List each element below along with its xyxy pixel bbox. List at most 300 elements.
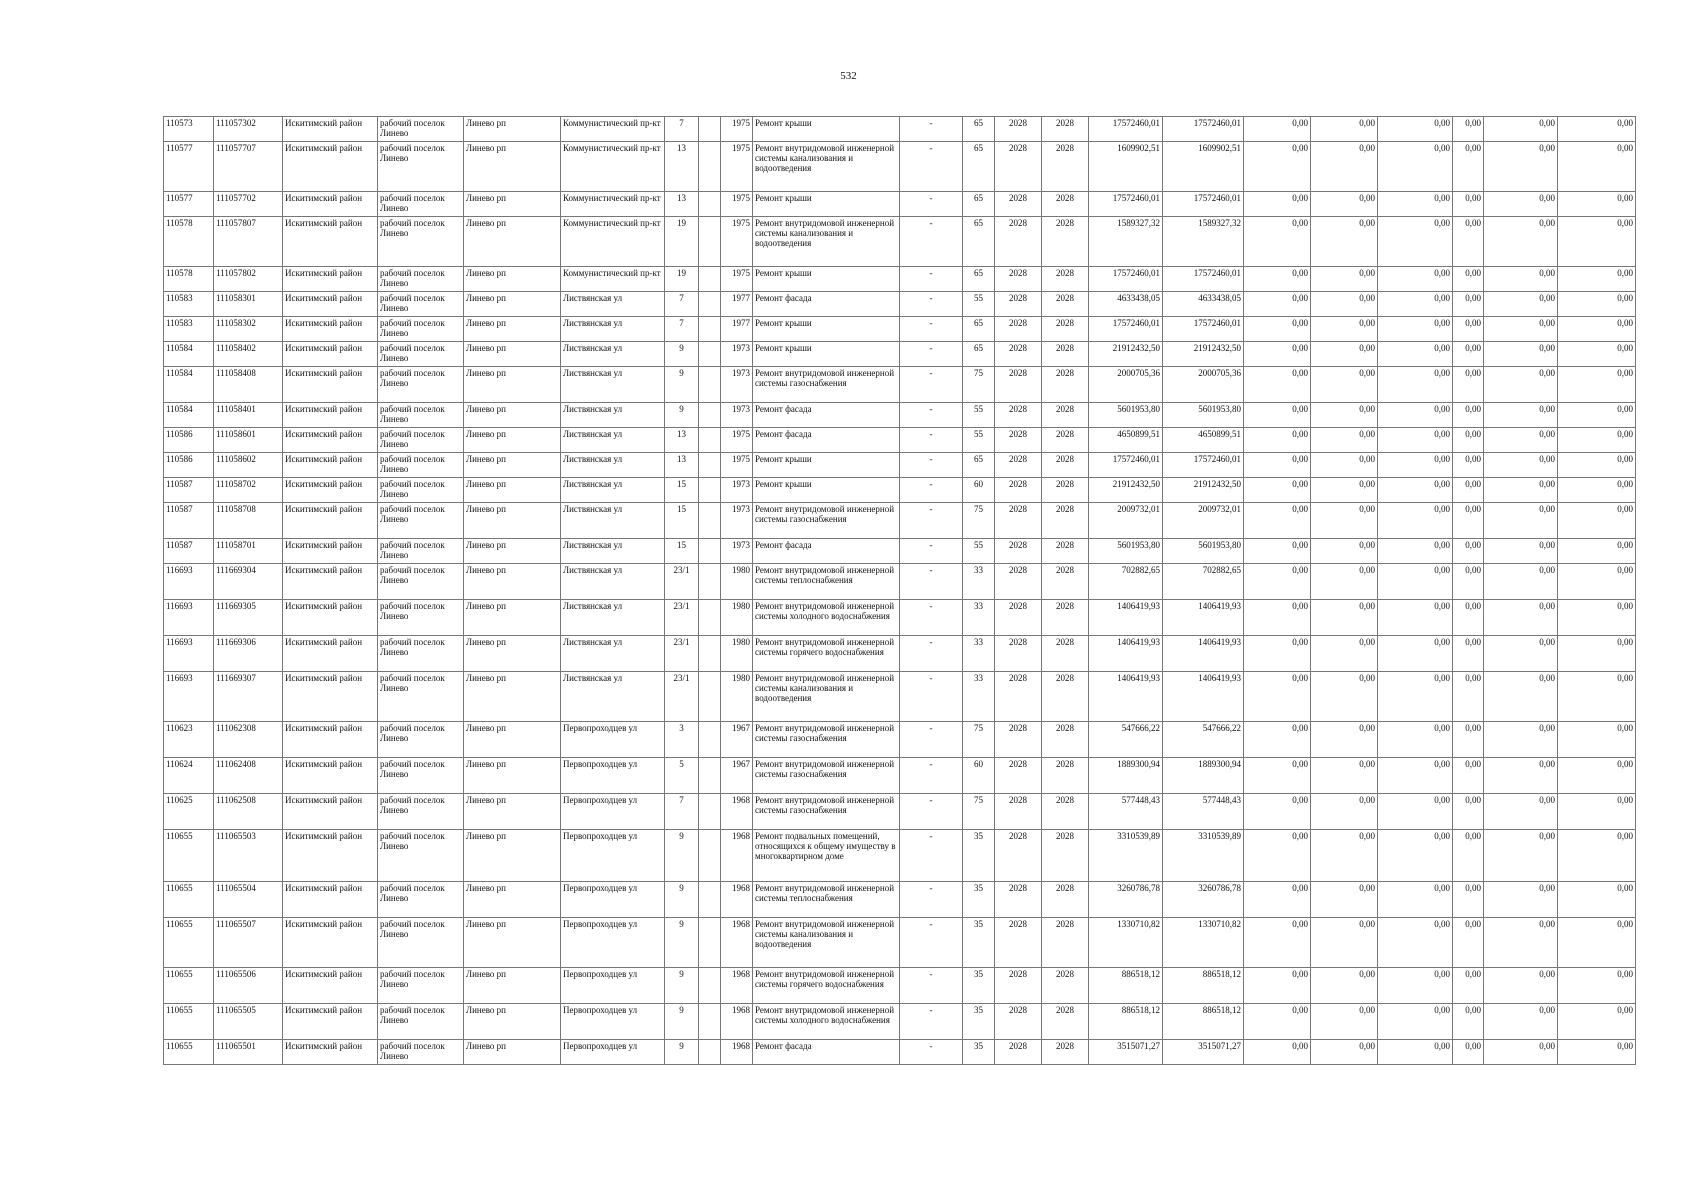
cell-district: Искитимский район (283, 453, 378, 478)
cell-work: Ремонт фасада (753, 539, 900, 564)
cell-code: 111669306 (214, 636, 283, 672)
cell-f5: 0,00 (1484, 636, 1558, 672)
cell-house: 7 (665, 317, 699, 342)
cell-percent: 35 (963, 968, 995, 1004)
cell-cost-fund: 577448,43 (1163, 794, 1244, 830)
cell-f4: 0,00 (1453, 478, 1484, 503)
cell-block (699, 918, 721, 968)
cell-f3: 0,00 (1378, 758, 1453, 794)
cell-district: Искитимский район (283, 636, 378, 672)
cell-id: 110586 (164, 428, 214, 453)
cell-district: Искитимский район (283, 317, 378, 342)
cell-f2: 0,00 (1311, 117, 1378, 142)
cell-f4: 0,00 (1453, 117, 1484, 142)
cell-f4: 0,00 (1453, 217, 1484, 267)
table-row (164, 539, 1636, 564)
cell-id: 110578 (164, 217, 214, 267)
cell-f1: 0,00 (1244, 317, 1311, 342)
cell-plan-to: 2028 (1042, 968, 1089, 1004)
cell-cost-fund: 21912432,50 (1163, 478, 1244, 503)
cell-locality: Линево рп (464, 478, 561, 503)
cell-house: 7 (665, 117, 699, 142)
table-row (164, 403, 1636, 428)
cell-f6: 0,00 (1558, 672, 1636, 722)
cell-plan-to: 2028 (1042, 1040, 1089, 1065)
cell-f3: 0,00 (1378, 292, 1453, 317)
cell-plan-from: 2028 (995, 600, 1042, 636)
cell-year: 1968 (721, 830, 753, 882)
cell-f1: 0,00 (1244, 453, 1311, 478)
cell-mark: - (900, 600, 963, 636)
cell-f2: 0,00 (1311, 968, 1378, 1004)
cell-f4: 0,00 (1453, 292, 1484, 317)
cell-percent: 35 (963, 1004, 995, 1040)
cell-code: 111057702 (214, 192, 283, 217)
cell-code: 111065505 (214, 1004, 283, 1040)
cell-work: Ремонт крыши (753, 342, 900, 367)
cell-f3: 0,00 (1378, 830, 1453, 882)
cell-f1: 0,00 (1244, 968, 1311, 1004)
cell-f1: 0,00 (1244, 292, 1311, 317)
cell-f2: 0,00 (1311, 882, 1378, 918)
cell-plan-to: 2028 (1042, 539, 1089, 564)
cell-district: Искитимский район (283, 1040, 378, 1065)
cell-code: 111058601 (214, 428, 283, 453)
cell-work: Ремонт подвальных помещений, относящихся к общему имуществу в многоквартирном доме (753, 830, 900, 882)
cell-mark: - (900, 882, 963, 918)
cell-work: Ремонт крыши (753, 317, 900, 342)
cell-cost-total: 17572460,01 (1089, 192, 1163, 217)
cell-locality: Линево рп (464, 403, 561, 428)
cell-id: 110578 (164, 267, 214, 292)
cell-f5: 0,00 (1484, 478, 1558, 503)
cell-percent: 60 (963, 758, 995, 794)
cell-f6: 0,00 (1558, 882, 1636, 918)
cell-f1: 0,00 (1244, 672, 1311, 722)
cell-street: Первопроходцев ул (561, 794, 665, 830)
cell-year: 1977 (721, 292, 753, 317)
cell-work: Ремонт внутридомовой инженерной системы теплоснабжения (753, 882, 900, 918)
cell-house: 9 (665, 830, 699, 882)
cell-plan-from: 2028 (995, 403, 1042, 428)
cell-f3: 0,00 (1378, 503, 1453, 539)
cell-f5: 0,00 (1484, 142, 1558, 192)
cell-mark: - (900, 217, 963, 267)
cell-plan-to: 2028 (1042, 217, 1089, 267)
cell-plan-to: 2028 (1042, 403, 1089, 428)
cell-code: 111058408 (214, 367, 283, 403)
cell-plan-from: 2028 (995, 503, 1042, 539)
cell-block (699, 600, 721, 636)
cell-block (699, 217, 721, 267)
cell-plan-from: 2028 (995, 478, 1042, 503)
cell-f4: 0,00 (1453, 758, 1484, 794)
cell-district: Искитимский район (283, 267, 378, 292)
cell-f2: 0,00 (1311, 830, 1378, 882)
cell-f3: 0,00 (1378, 636, 1453, 672)
cell-settlement: рабочий поселок Линево (378, 1040, 464, 1065)
cell-f3: 0,00 (1378, 794, 1453, 830)
cell-id: 110655 (164, 918, 214, 968)
cell-f2: 0,00 (1311, 192, 1378, 217)
cell-id: 110655 (164, 882, 214, 918)
cell-f6: 0,00 (1558, 968, 1636, 1004)
cell-f2: 0,00 (1311, 453, 1378, 478)
cell-block (699, 722, 721, 758)
cell-block (699, 117, 721, 142)
cell-block (699, 292, 721, 317)
table-row (164, 1004, 1636, 1040)
cell-cost-total: 21912432,50 (1089, 478, 1163, 503)
cell-district: Искитимский район (283, 672, 378, 722)
cell-percent: 65 (963, 217, 995, 267)
cell-work: Ремонт крыши (753, 192, 900, 217)
cell-year: 1980 (721, 564, 753, 600)
cell-mark: - (900, 918, 963, 968)
cell-district: Искитимский район (283, 292, 378, 317)
cell-cost-fund: 3515071,27 (1163, 1040, 1244, 1065)
cell-f1: 0,00 (1244, 428, 1311, 453)
cell-percent: 60 (963, 478, 995, 503)
cell-f2: 0,00 (1311, 142, 1378, 192)
cell-f6: 0,00 (1558, 1004, 1636, 1040)
cell-street: Листвянская ул (561, 503, 665, 539)
cell-percent: 65 (963, 117, 995, 142)
cell-settlement: рабочий поселок Линево (378, 428, 464, 453)
cell-f6: 0,00 (1558, 794, 1636, 830)
cell-settlement: рабочий поселок Линево (378, 217, 464, 267)
cell-f2: 0,00 (1311, 794, 1378, 830)
cell-f5: 0,00 (1484, 292, 1558, 317)
cell-block (699, 192, 721, 217)
cell-district: Искитимский район (283, 367, 378, 403)
cell-plan-from: 2028 (995, 564, 1042, 600)
cell-f6: 0,00 (1558, 830, 1636, 882)
cell-code: 111057802 (214, 267, 283, 292)
cell-plan-from: 2028 (995, 672, 1042, 722)
cell-f3: 0,00 (1378, 142, 1453, 192)
cell-house: 3 (665, 722, 699, 758)
cell-house: 9 (665, 882, 699, 918)
cell-f2: 0,00 (1311, 403, 1378, 428)
cell-settlement: рабочий поселок Линево (378, 192, 464, 217)
cell-f3: 0,00 (1378, 403, 1453, 428)
cell-work: Ремонт внутридомовой инженерной системы холодного водоснабжения (753, 600, 900, 636)
cell-block (699, 367, 721, 403)
page-number: 532 (840, 70, 857, 82)
cell-f5: 0,00 (1484, 503, 1558, 539)
cell-id: 116693 (164, 564, 214, 600)
cell-year: 1975 (721, 217, 753, 267)
cell-f1: 0,00 (1244, 600, 1311, 636)
cell-percent: 55 (963, 292, 995, 317)
cell-f4: 0,00 (1453, 830, 1484, 882)
cell-house: 13 (665, 428, 699, 453)
cell-house: 13 (665, 192, 699, 217)
cell-f3: 0,00 (1378, 600, 1453, 636)
cell-plan-to: 2028 (1042, 564, 1089, 600)
cell-code: 111669307 (214, 672, 283, 722)
cell-id: 110584 (164, 367, 214, 403)
cell-street: Листвянская ул (561, 367, 665, 403)
cell-mark: - (900, 1004, 963, 1040)
cell-plan-from: 2028 (995, 142, 1042, 192)
cell-block (699, 267, 721, 292)
cell-percent: 65 (963, 267, 995, 292)
cell-cost-fund: 1889300,94 (1163, 758, 1244, 794)
cell-work: Ремонт фасада (753, 428, 900, 453)
cell-district: Искитимский район (283, 600, 378, 636)
cell-code: 111065507 (214, 918, 283, 968)
cell-locality: Линево рп (464, 503, 561, 539)
cell-f6: 0,00 (1558, 292, 1636, 317)
cell-district: Искитимский район (283, 117, 378, 142)
cell-locality: Линево рп (464, 292, 561, 317)
cell-block (699, 539, 721, 564)
cell-f5: 0,00 (1484, 672, 1558, 722)
cell-street: Коммунистический пр-кт (561, 267, 665, 292)
cell-f1: 0,00 (1244, 142, 1311, 192)
cell-settlement: рабочий поселок Линево (378, 882, 464, 918)
cell-cost-fund: 3260786,78 (1163, 882, 1244, 918)
cell-id: 110584 (164, 342, 214, 367)
cell-street: Первопроходцев ул (561, 882, 665, 918)
cell-code: 111058402 (214, 342, 283, 367)
cell-street: Листвянская ул (561, 342, 665, 367)
cell-f1: 0,00 (1244, 478, 1311, 503)
cell-plan-to: 2028 (1042, 342, 1089, 367)
table-row (164, 428, 1636, 453)
cell-mark: - (900, 539, 963, 564)
cell-cost-fund: 886518,12 (1163, 968, 1244, 1004)
cell-mark: - (900, 672, 963, 722)
cell-cost-total: 4633438,05 (1089, 292, 1163, 317)
cell-district: Искитимский район (283, 722, 378, 758)
cell-plan-to: 2028 (1042, 1004, 1089, 1040)
cell-settlement: рабочий поселок Линево (378, 117, 464, 142)
cell-plan-from: 2028 (995, 317, 1042, 342)
cell-work: Ремонт внутридомовой инженерной системы горячего водоснабжения (753, 636, 900, 672)
table-body (164, 117, 1636, 1065)
cell-id: 110583 (164, 292, 214, 317)
cell-work: Ремонт фасада (753, 292, 900, 317)
cell-year: 1975 (721, 142, 753, 192)
cell-percent: 75 (963, 794, 995, 830)
cell-district: Искитимский район (283, 217, 378, 267)
cell-block (699, 794, 721, 830)
cell-cost-fund: 547666,22 (1163, 722, 1244, 758)
cell-district: Искитимский район (283, 428, 378, 453)
table-row (164, 342, 1636, 367)
cell-cost-total: 577448,43 (1089, 794, 1163, 830)
cell-cost-fund: 1406419,93 (1163, 672, 1244, 722)
cell-plan-to: 2028 (1042, 453, 1089, 478)
cell-f3: 0,00 (1378, 1040, 1453, 1065)
table-row (164, 1040, 1636, 1065)
cell-locality: Линево рп (464, 1004, 561, 1040)
cell-f4: 0,00 (1453, 1004, 1484, 1040)
cell-code: 111062508 (214, 794, 283, 830)
cell-cost-fund: 17572460,01 (1163, 192, 1244, 217)
cell-work: Ремонт внутридомовой инженерной системы канализования и водоотведения (753, 918, 900, 968)
cell-plan-from: 2028 (995, 217, 1042, 267)
cell-settlement: рабочий поселок Линево (378, 142, 464, 192)
cell-block (699, 1004, 721, 1040)
cell-house: 9 (665, 968, 699, 1004)
cell-f5: 0,00 (1484, 217, 1558, 267)
cell-block (699, 968, 721, 1004)
cell-plan-to: 2028 (1042, 117, 1089, 142)
cell-locality: Линево рп (464, 722, 561, 758)
cell-id: 110573 (164, 117, 214, 142)
cell-year: 1968 (721, 1004, 753, 1040)
cell-id: 110587 (164, 539, 214, 564)
cell-plan-from: 2028 (995, 882, 1042, 918)
cell-code: 111058702 (214, 478, 283, 503)
cell-f2: 0,00 (1311, 539, 1378, 564)
cell-plan-from: 2028 (995, 968, 1042, 1004)
cell-f6: 0,00 (1558, 564, 1636, 600)
cell-f5: 0,00 (1484, 428, 1558, 453)
cell-f3: 0,00 (1378, 267, 1453, 292)
cell-year: 1973 (721, 403, 753, 428)
cell-f4: 0,00 (1453, 564, 1484, 600)
cell-block (699, 830, 721, 882)
cell-percent: 33 (963, 600, 995, 636)
cell-f1: 0,00 (1244, 367, 1311, 403)
cell-mark: - (900, 453, 963, 478)
cell-locality: Линево рп (464, 142, 561, 192)
cell-plan-to: 2028 (1042, 918, 1089, 968)
cell-district: Искитимский район (283, 918, 378, 968)
cell-year: 1975 (721, 267, 753, 292)
cell-cost-total: 3515071,27 (1089, 1040, 1163, 1065)
cell-year: 1968 (721, 918, 753, 968)
table-row (164, 830, 1636, 882)
cell-f4: 0,00 (1453, 453, 1484, 478)
cell-settlement: рабочий поселок Линево (378, 636, 464, 672)
cell-house: 19 (665, 267, 699, 292)
cell-f5: 0,00 (1484, 403, 1558, 428)
cell-cost-total: 17572460,01 (1089, 453, 1163, 478)
cell-year: 1973 (721, 367, 753, 403)
cell-id: 110587 (164, 503, 214, 539)
cell-f5: 0,00 (1484, 117, 1558, 142)
cell-locality: Линево рп (464, 428, 561, 453)
cell-district: Искитимский район (283, 403, 378, 428)
cell-percent: 65 (963, 317, 995, 342)
cell-year: 1968 (721, 1040, 753, 1065)
cell-settlement: рабочий поселок Линево (378, 292, 464, 317)
cell-locality: Линево рп (464, 367, 561, 403)
cell-f4: 0,00 (1453, 367, 1484, 403)
cell-settlement: рабочий поселок Линево (378, 830, 464, 882)
cell-code: 111058302 (214, 317, 283, 342)
cell-percent: 55 (963, 539, 995, 564)
cell-id: 110655 (164, 1040, 214, 1065)
cell-district: Искитимский район (283, 564, 378, 600)
cell-settlement: рабочий поселок Линево (378, 503, 464, 539)
cell-work: Ремонт фасада (753, 1040, 900, 1065)
cell-locality: Линево рп (464, 342, 561, 367)
cell-district: Искитимский район (283, 539, 378, 564)
cell-cost-total: 2000705,36 (1089, 367, 1163, 403)
cell-f2: 0,00 (1311, 503, 1378, 539)
cell-cost-total: 3260786,78 (1089, 882, 1163, 918)
cell-plan-to: 2028 (1042, 503, 1089, 539)
cell-percent: 35 (963, 882, 995, 918)
cell-mark: - (900, 142, 963, 192)
cell-f1: 0,00 (1244, 267, 1311, 292)
cell-plan-to: 2028 (1042, 267, 1089, 292)
cell-year: 1968 (721, 882, 753, 918)
cell-settlement: рабочий поселок Линево (378, 367, 464, 403)
table-row (164, 503, 1636, 539)
cell-cost-total: 1406419,93 (1089, 600, 1163, 636)
cell-f6: 0,00 (1558, 403, 1636, 428)
cell-mark: - (900, 758, 963, 794)
cell-street: Первопроходцев ул (561, 830, 665, 882)
cell-f4: 0,00 (1453, 317, 1484, 342)
cell-f2: 0,00 (1311, 292, 1378, 317)
cell-f5: 0,00 (1484, 367, 1558, 403)
cell-house: 23/1 (665, 564, 699, 600)
cell-block (699, 453, 721, 478)
cell-f5: 0,00 (1484, 342, 1558, 367)
cell-year: 1980 (721, 600, 753, 636)
cell-house: 13 (665, 453, 699, 478)
cell-f2: 0,00 (1311, 1040, 1378, 1065)
cell-plan-to: 2028 (1042, 192, 1089, 217)
cell-house: 7 (665, 292, 699, 317)
cell-block (699, 503, 721, 539)
cell-plan-from: 2028 (995, 192, 1042, 217)
cell-f5: 0,00 (1484, 918, 1558, 968)
cell-cost-fund: 3310539,89 (1163, 830, 1244, 882)
cell-street: Первопроходцев ул (561, 1040, 665, 1065)
cell-f2: 0,00 (1311, 636, 1378, 672)
cell-cost-fund: 17572460,01 (1163, 453, 1244, 478)
cell-block (699, 758, 721, 794)
cell-plan-from: 2028 (995, 918, 1042, 968)
cell-percent: 35 (963, 830, 995, 882)
cell-f4: 0,00 (1453, 918, 1484, 968)
cell-id: 110655 (164, 830, 214, 882)
cell-cost-total: 1406419,93 (1089, 672, 1163, 722)
cell-work: Ремонт внутридомовой инженерной системы газоснабжения (753, 503, 900, 539)
cell-locality: Линево рп (464, 267, 561, 292)
cell-f3: 0,00 (1378, 564, 1453, 600)
cell-f1: 0,00 (1244, 192, 1311, 217)
cell-cost-total: 3310539,89 (1089, 830, 1163, 882)
cell-settlement: рабочий поселок Линево (378, 342, 464, 367)
cell-plan-from: 2028 (995, 636, 1042, 672)
cell-code: 111062408 (214, 758, 283, 794)
cell-work: Ремонт крыши (753, 478, 900, 503)
cell-cost-fund: 5601953,80 (1163, 539, 1244, 564)
cell-district: Искитимский район (283, 968, 378, 1004)
cell-plan-to: 2028 (1042, 428, 1089, 453)
cell-cost-fund: 17572460,01 (1163, 267, 1244, 292)
cell-plan-from: 2028 (995, 453, 1042, 478)
cell-work: Ремонт фасада (753, 403, 900, 428)
cell-district: Искитимский район (283, 478, 378, 503)
cell-f4: 0,00 (1453, 636, 1484, 672)
cell-f1: 0,00 (1244, 722, 1311, 758)
cell-percent: 35 (963, 1040, 995, 1065)
cell-mark: - (900, 968, 963, 1004)
cell-locality: Линево рп (464, 1040, 561, 1065)
